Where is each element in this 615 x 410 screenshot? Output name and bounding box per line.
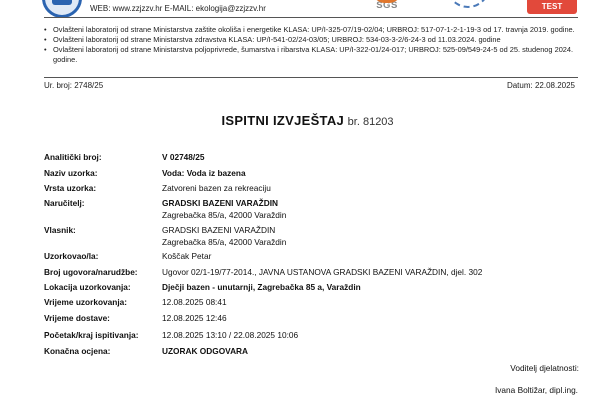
field-value: 12.08.2025 12:46 (162, 313, 227, 323)
field-label: Analitički broj: (44, 152, 102, 162)
field-label: Vrsta uzorka: (44, 183, 97, 193)
field-value: GRADSKI BAZENI VARAŽDIN (162, 198, 279, 208)
field-value: Zatvoreni bazen za rekreaciju (162, 183, 271, 193)
field-label: Vlasnik: (44, 225, 76, 235)
accreditation-rule (44, 77, 578, 78)
field-label: Konačna ocjena: (44, 346, 111, 356)
field-value: 12.08.2025 13:10 / 22.08.2025 10:06 (162, 330, 299, 340)
signature-name: Ivana Boltižar, dipl.ing. (494, 385, 578, 395)
sgs-logo: SGS (370, 0, 404, 14)
field-label: Vrijeme dostave: (44, 313, 110, 323)
field-label: Naručitelj: (44, 198, 85, 208)
field-value: Zagrebačka 85/a, 42000 Varaždin (162, 210, 287, 220)
field-label: Naziv uzorka: (44, 168, 98, 178)
field-value: V 02748/25 (162, 152, 205, 162)
field-value: 12.08.2025 08:41 (162, 297, 227, 307)
registry-number: Ur. broj: 2748/25 (44, 81, 104, 90)
accreditation-item: • Ovlašteni laboratorij od strane Ministarstva zdravstva KLASA: UP/I-541-02/24-03/05; URBROJ: 534-03-3-2/6-24-3 od 11.03.2024. godine (44, 35, 579, 44)
field-label: Početak/kraj ispitivanja: (44, 330, 139, 340)
field-value: UZORAK ODGOVARA (162, 346, 249, 356)
accreditation-item: • Ovlašteni laboratorij od strane Ministarstva zaštite okoliša i energetike KLASA: UP/I-325-07/19-02/04; URBROJ: 517-07-1-2-1-19-3 od 17. travnja 2019. godine. (44, 25, 579, 34)
field-value: Koščak Petar (162, 251, 212, 261)
accreditation-list (44, 25, 579, 65)
field-value: Ugovor 02/1-19/77-2014., JAVNA USTANOVA GRADSKI BAZENI VARAŽDIN, djel. 302 (162, 267, 483, 277)
field-value: Zagrebačka 85/a, 42000 Varaždin (162, 237, 287, 247)
report-title-text: ISPITNI IZVJEŠTAJ (221, 113, 345, 128)
accreditation-item: • Ovlašteni laboratorij od strane Ministarstva poljoprivrede, šumarstva i ribarstva KLASA: UP/I-322-01/24-017; URBROJ: 525-09/549-24-5 od 25. studenog 2024. godine. (44, 45, 579, 63)
field-label: Uzorkovao/la: (44, 251, 99, 261)
institute-logo (42, 0, 82, 18)
accreditation-logo (446, 0, 490, 8)
test-logo: TEST (527, 0, 577, 14)
field-label: Lokacija uzorkovanja: (44, 282, 131, 292)
report-number: br. 81203 (347, 116, 394, 128)
field-value: Dječji bazen - unutarnji, Zagrebačka 85 a, Varaždin (162, 282, 361, 292)
field-value: Voda: Voda iz bazena (162, 168, 246, 178)
field-label: Vrijeme uzorkovanja: (44, 297, 128, 307)
report-title (0, 113, 615, 128)
field-value: GRADSKI BAZENI VARAŽDIN (162, 225, 276, 235)
contact-line: WEB: www.zzjzzv.hr E-MAIL: ekologija@zzjzzv.hr (90, 4, 266, 13)
document-date: Datum: 22.08.2025 (506, 81, 575, 90)
field-label: Broj ugovora/narudžbe: (44, 267, 138, 277)
signature-role: Voditelj djelatnosti: (510, 363, 579, 373)
header-rule (44, 17, 578, 18)
